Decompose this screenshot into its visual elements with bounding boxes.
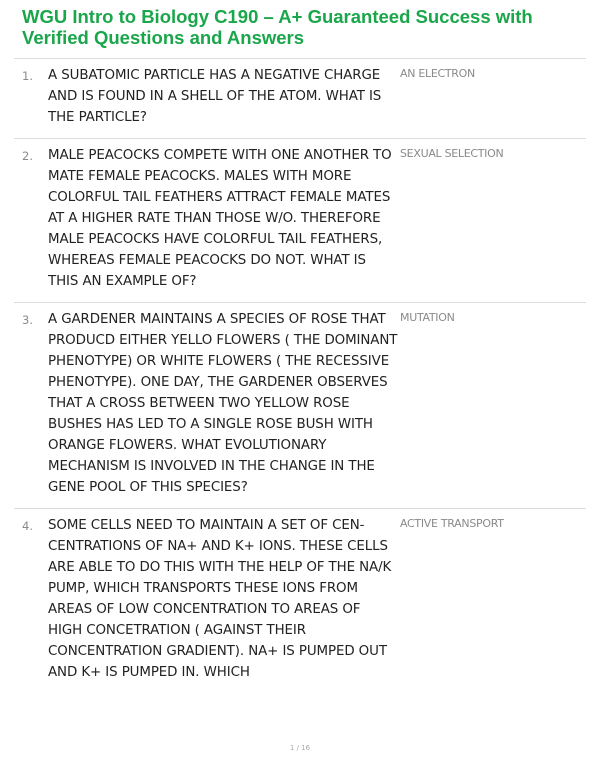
answer-text: MUTATION	[400, 311, 455, 324]
qa-list	[0, 58, 600, 693]
question-text: MALE PEACOCKS COMPETE WITH ONE ANOTHER TO MATE FEMALE PEACOCKS. MALES WITH MORE COLORFUL TAIL FEATHERS ATTRACT FEMALE MATES AT A HIGHER RATE THAN THOSE W/O. THEREFORE MALE PEACOCKS HAVE COLORFUL TAIL FEATHERS, WHEREAS FEMALE PEACOCKS DO NOT. WHAT IS THIS AN EXAMPLE OF?	[48, 148, 392, 289]
page-indicator: 1 / 16	[289, 744, 311, 752]
qa-item	[14, 508, 586, 693]
question-number: 1.	[22, 69, 33, 83]
question-number: 4.	[22, 519, 33, 533]
question-text: A GARDENER MAINTAINS A SPECIES OF ROSE THAT PRODUCD EITHER YELLO FLOWERS ( THE DOMINANT PHENOTYPE) OR WHITE FLOWERS ( THE RECESSIVE PHENOTYPE). ONE DAY, THE GARDENER OBSERVES THAT A CROSS BETWEEN TWO YELLOW ROSE BUSHES HAS LED TO A SINGLE ROSE BUSH WITH ORANGE FLOWERS. WHAT EVOLUTIONARY MECHANISM IS INVOLVED IN THE CHANGE IN THE GENE POOL OF THIS SPECIES?	[48, 312, 398, 495]
document-title: WGU Intro to Biology C190 – A+ Guaranteed Success with Verified Questions and Answers	[22, 6, 533, 48]
answer-text: SEXUAL SELECTION	[400, 147, 504, 160]
question-text: SOME CELLS NEED TO MAINTAIN A SET OF CENCENTRATIONS OF NA+ AND K+ IONS. THESE CELLS ARE ABLE TO DO THIS WITH THE HELP OF THE NA/K PUMP, WHICH TRANSPORTS THESE IONS FROM AREAS OF LOW CONCENTRATION TO AREAS OF HIGH CONCETRATION ( AGAINST THEIR CONCENTRATION GRADIENT). NA+ IS PUMPED OUT AND K+ IS PUMPED IN. WHICH	[48, 518, 392, 680]
question-number: 2.	[22, 149, 33, 163]
qa-item	[14, 138, 586, 302]
question-number: 3.	[22, 313, 33, 327]
qa-item	[14, 58, 586, 138]
answer-text: ACTIVE TRANSPORT	[400, 517, 504, 530]
question-text: A SUBATOMIC PARTICLE HAS A NEGATIVE CHARGE AND IS FOUND IN A SHELL OF THE ATOM. WHAT IS THE PARTICLE?	[48, 68, 382, 125]
answer-text: AN ELECTRON	[400, 67, 475, 80]
qa-item	[14, 302, 586, 508]
